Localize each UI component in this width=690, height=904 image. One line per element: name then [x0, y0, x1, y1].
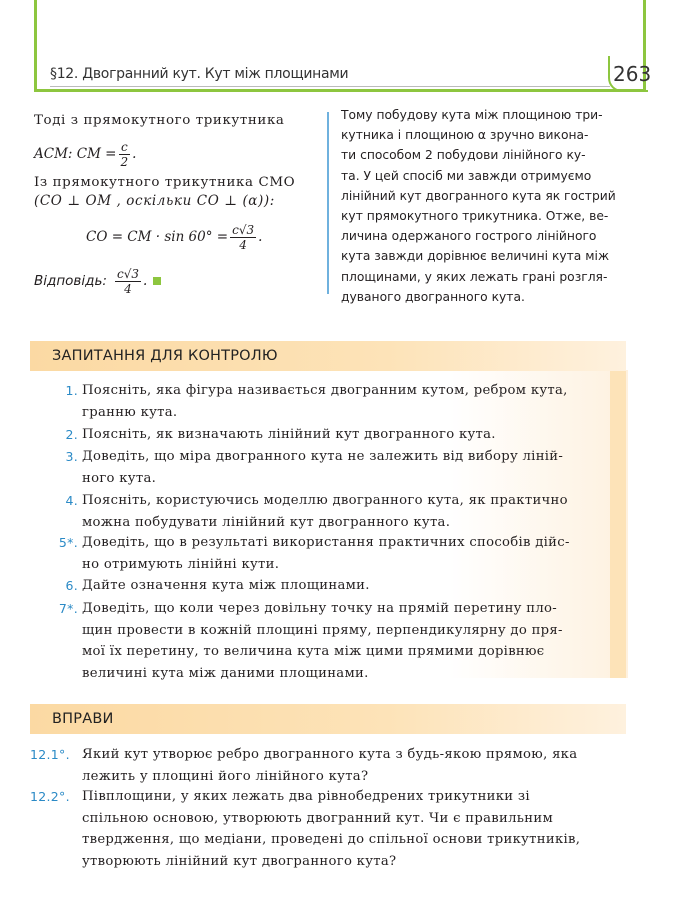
header-rule — [50, 86, 610, 87]
fraction-denominator: 2 — [120, 154, 129, 169]
exercise-line: утворюють лінійний кут двогранного кута? — [82, 853, 397, 869]
solution-line-4: (CO ⊥ OM , оскільки CO ⊥ (α)): — [34, 193, 275, 209]
exercise-item — [30, 786, 630, 874]
question-line: можна побудувати лінійний кут двогранного кута. — [82, 514, 451, 530]
exercises-header — [30, 704, 626, 734]
question-item — [40, 598, 624, 684]
questions-header — [30, 341, 626, 371]
question-line: ного кута. — [82, 470, 157, 486]
note-line: личина одержаного гострого лінійного — [341, 229, 597, 244]
question-number: 4. — [65, 493, 78, 508]
question-number: 6. — [65, 578, 78, 593]
end-of-proof-square — [153, 277, 161, 285]
note-line: площинами, у яких лежать грані розгля- — [341, 269, 608, 284]
exercise-line: спільною основою, утворюють двогранний кут. Чи є правильним — [82, 810, 554, 826]
question-item — [40, 380, 624, 424]
note-line: кут прямокутного трикутника. Отже, ве- — [341, 209, 609, 224]
solution-line-2 — [34, 134, 136, 174]
question-line: мої їх перетину, то величина кута між цими прямими дорівнює — [82, 644, 545, 659]
note-line: та. У цей спосіб ми завжди отримуємо — [341, 168, 592, 183]
exercise-line: лежить у площині його лінійного кута? — [82, 768, 369, 784]
fraction-c-sqrt3-4 — [230, 223, 256, 252]
question-number: 3. — [65, 449, 78, 464]
note-line: кута завжди дорівнює величині кута між — [341, 249, 610, 264]
question-item — [40, 575, 624, 597]
note-line: дуваного двогранного кута. — [341, 289, 525, 304]
note-line: лінійний кут двогранного кута як гострий — [341, 188, 616, 203]
question-line: щин провести в кожній площині пряму, перпендикулярну до пря- — [82, 622, 563, 638]
question-line: гранню кута. — [82, 404, 178, 420]
question-line: величині кута між даними площинами. — [82, 665, 369, 681]
solution-line-3: Із прямокутного трикутника CMO — [34, 175, 296, 190]
fraction-numerator: c√3 — [232, 222, 255, 237]
exercise-item — [30, 744, 630, 788]
solution-line-1: Тоді з прямокутного трикутника — [34, 113, 285, 128]
question-number: 5*. — [58, 535, 78, 550]
note-vertical-rule — [327, 112, 329, 294]
exercise-line: Який кут утворює ребро двогранного кута з будь-якою прямою, яка — [82, 747, 578, 762]
question-number: 7*. — [58, 601, 78, 616]
fraction-denominator: 4 — [124, 281, 132, 296]
question-item — [40, 490, 624, 534]
question-line: но отримують лінійні кути. — [82, 556, 280, 572]
question-item — [40, 424, 624, 446]
question-line: Доведіть, що в результаті використання практичних способів дійс- — [82, 535, 570, 550]
page-number: 263 — [613, 62, 652, 86]
formula-end: . — [258, 229, 263, 245]
question-item — [40, 446, 624, 490]
answer-line — [34, 260, 161, 302]
note-line: Тому побудову кута між площиною три- — [341, 108, 603, 122]
exercise-line: Півплощини, у яких лежать два рівнобедрених трикутники зі — [82, 789, 530, 804]
fraction-c-2 — [119, 140, 131, 169]
exercise-line: твердження, що медіани, проведені до спільної основи трикутників, — [82, 832, 581, 847]
question-line: Поясніть, користуючись моделлю двогранного кута, як практично — [82, 493, 568, 508]
question-number: 2. — [65, 427, 78, 442]
exercises-title: ВПРАВИ — [52, 711, 114, 727]
fraction-numerator: c — [119, 140, 131, 155]
solution-line-5 — [86, 216, 262, 258]
fraction-numerator: c√3 — [116, 266, 139, 281]
formula-cm: ACM: CM = — [34, 146, 117, 162]
question-line: Доведіть, що коли через довільну точку на прямій перетину пло- — [82, 601, 557, 616]
question-item — [40, 532, 624, 576]
questions-title: ЗАПИТАННЯ ДЛЯ КОНТРОЛЮ — [52, 348, 278, 364]
note-line: кутника і площиною α зручно викона- — [341, 128, 589, 143]
formula-co: CO = CM · sin 60° = — [86, 229, 229, 245]
method-note — [341, 105, 631, 307]
exercise-number: 12.1°. — [30, 747, 70, 762]
question-line: Поясніть, як визначають лінійний кут двогранного кута. — [82, 427, 496, 442]
question-line: Дайте означення кута між площинами. — [82, 578, 370, 593]
answer-label: Відповідь: — [34, 273, 107, 289]
formula-end: . — [132, 146, 137, 162]
question-line: Поясніть, яка фігура називається двогранним кутом, ребром кута, — [82, 383, 568, 398]
question-line: Доведіть, що міра двогранного кута не залежить від вибору ліній- — [82, 449, 564, 464]
note-line: ти способом 2 побудови лінійного ку- — [341, 148, 586, 163]
answer-fraction — [115, 267, 141, 296]
exercise-number: 12.2°. — [30, 789, 70, 804]
section-title: §12. Двогранний кут. Кут між площинами — [50, 66, 349, 82]
answer-end: . — [143, 273, 148, 289]
fraction-denominator: 4 — [239, 237, 247, 252]
question-number: 1. — [65, 383, 78, 398]
